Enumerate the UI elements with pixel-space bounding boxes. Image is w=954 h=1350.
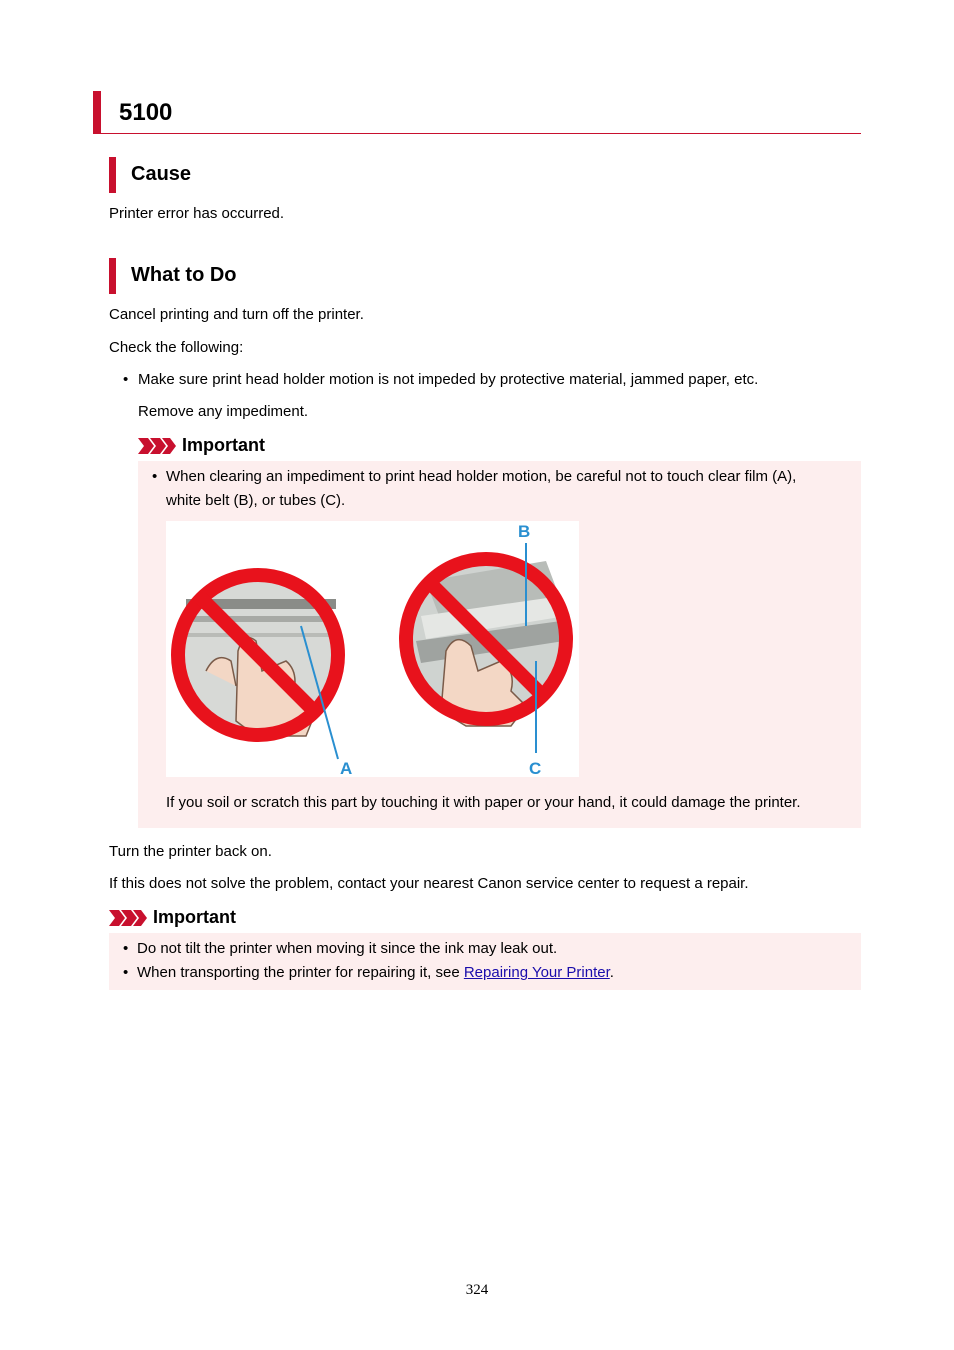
item-text: When transporting the printer for repairing it, see bbox=[137, 964, 464, 981]
important-item-line: white belt (B), or tubes (C). bbox=[166, 492, 346, 509]
important-item bbox=[137, 964, 614, 981]
page-title: 5100 bbox=[119, 99, 173, 126]
page-number: 324 bbox=[465, 1282, 489, 1298]
important-item: Do not tilt the printer when moving it since the ink may leak out. bbox=[137, 940, 558, 957]
important-heading: Important bbox=[182, 435, 265, 455]
heading-accent-bar bbox=[109, 157, 116, 193]
paragraph: Cancel printing and turn off the printer. bbox=[109, 306, 364, 323]
label-a: A bbox=[340, 759, 353, 777]
important-note: If you soil or scratch this part by touching it with paper or your hand, it could damage the printer. bbox=[166, 794, 801, 811]
paragraph: Turn the printer back on. bbox=[109, 843, 272, 860]
page-title-block bbox=[93, 91, 861, 134]
bullet-dot: • bbox=[123, 371, 129, 388]
paragraph: If this does not solve the problem, contact your nearest Canon service center to request a repair. bbox=[109, 875, 749, 892]
important-heading-block bbox=[138, 435, 338, 459]
list-item: Make sure print head holder motion is not impeded by protective material, jammed paper, etc. bbox=[138, 371, 759, 388]
list-item-subtext: Remove any impediment. bbox=[138, 403, 309, 420]
important-box bbox=[109, 933, 861, 990]
prohibited-touch-illustration bbox=[166, 521, 579, 777]
bullet-dot: • bbox=[152, 468, 158, 485]
label-c: C bbox=[529, 759, 542, 777]
important-heading-block bbox=[109, 907, 309, 931]
important-arrows-icon bbox=[138, 438, 178, 454]
bullet-dot: • bbox=[123, 940, 129, 957]
repairing-your-printer-link[interactable]: Repairing Your Printer bbox=[463, 964, 610, 981]
important-arrows-icon bbox=[109, 910, 149, 926]
heading-accent-bar bbox=[109, 258, 116, 294]
item-text: . bbox=[609, 964, 614, 981]
important-item-line: When clearing an impediment to print head holder motion, be careful not to touch clear film (A), bbox=[166, 468, 797, 485]
cause-heading: Cause bbox=[131, 163, 192, 185]
title-accent-bar bbox=[93, 91, 101, 133]
cause-text: Printer error has occurred. bbox=[109, 205, 285, 222]
label-b: B bbox=[518, 522, 531, 541]
what-to-do-heading: What to Do bbox=[131, 264, 237, 286]
paragraph: Check the following: bbox=[109, 339, 244, 356]
bullet-dot: • bbox=[123, 964, 129, 981]
important-heading: Important bbox=[153, 907, 236, 927]
important-box bbox=[138, 461, 861, 828]
